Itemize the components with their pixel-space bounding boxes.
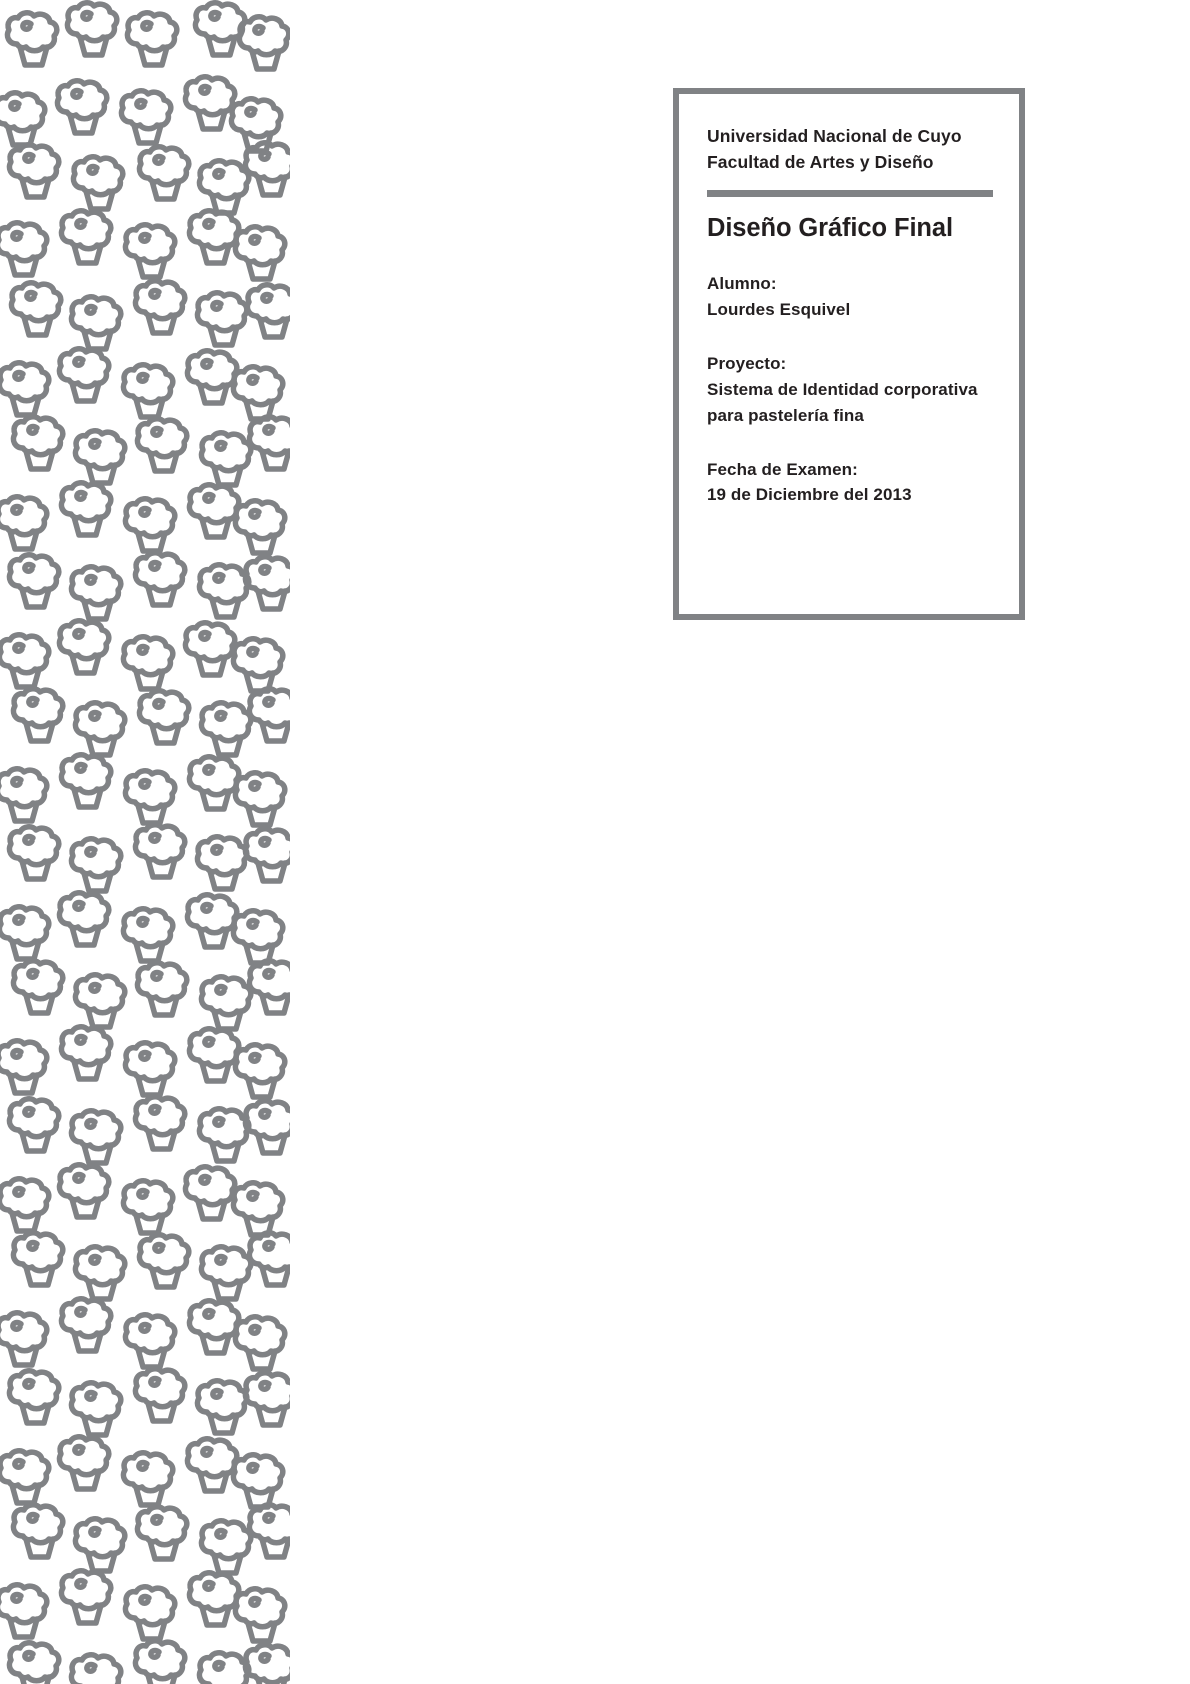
- decorative-pattern-band: [0, 0, 290, 1684]
- field-proyecto: [707, 351, 993, 428]
- field-fecha-examen-value: 19 de Diciembre del 2013: [707, 485, 912, 505]
- page-title: Diseño Gráfico Final: [707, 213, 953, 242]
- field-proyecto-value-line-2: para pastelería fina: [707, 405, 864, 425]
- field-fecha-examen: [707, 457, 993, 509]
- field-proyecto-value-line-1: Sistema de Identidad corporativa: [707, 379, 978, 399]
- university-name: Universidad Nacional de Cuyo: [707, 126, 962, 146]
- field-alumno-value: Lourdes Esquivel: [707, 300, 851, 320]
- field-fecha-examen-label: Fecha de Examen:: [707, 459, 858, 479]
- title-card-content: [679, 94, 1019, 508]
- field-alumno-label: Alumno:: [707, 274, 777, 294]
- title-card: [673, 88, 1025, 620]
- cupcake-pattern-svg: [0, 0, 290, 1684]
- faculty-name: Facultad de Artes y Diseño: [707, 151, 934, 172]
- field-proyecto-label: Proyecto:: [707, 354, 787, 374]
- divider-rule: [707, 190, 993, 197]
- field-alumno: [707, 271, 993, 323]
